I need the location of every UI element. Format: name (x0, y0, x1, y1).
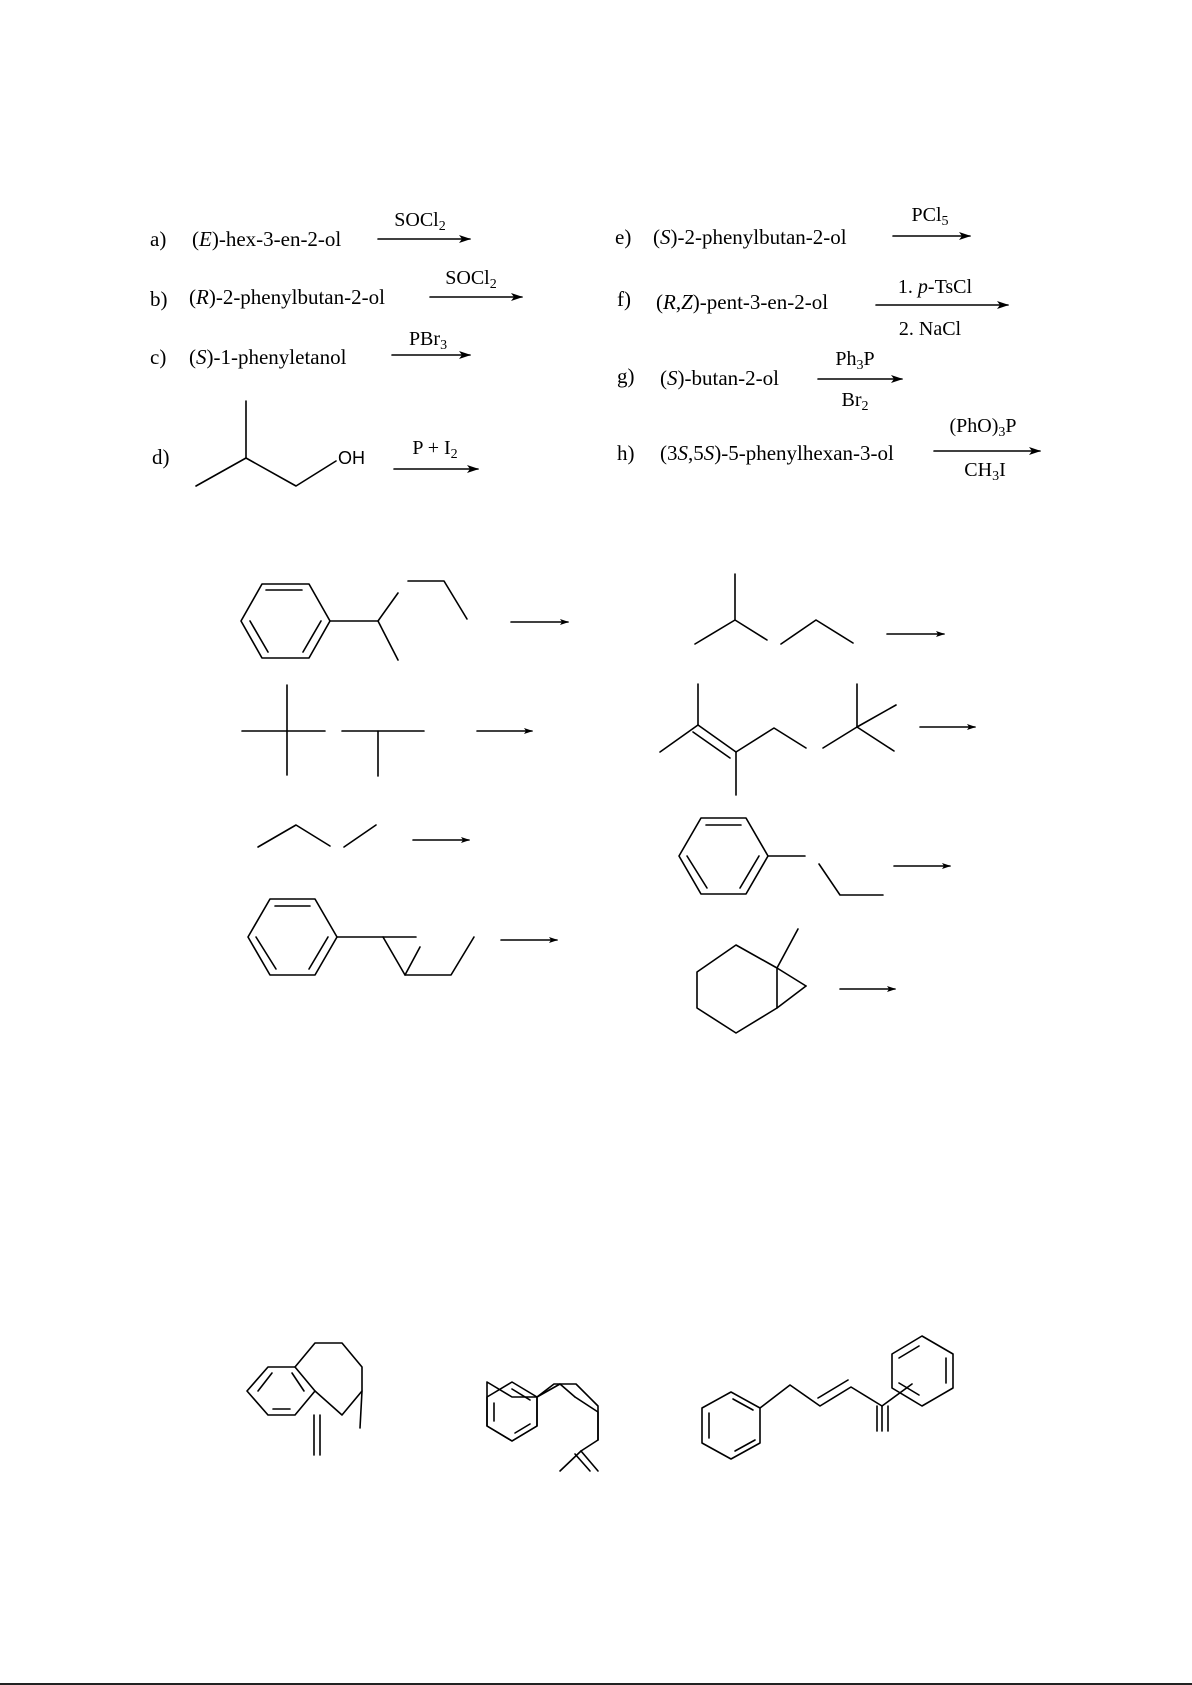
molecule-mid-2-right (660, 684, 975, 795)
molecule-mid-3-right (679, 818, 950, 895)
label-c: c) (150, 345, 167, 369)
hydroxyl-label-d: OH (338, 448, 365, 468)
molecule-d-isobutanol (196, 401, 336, 486)
reagent-b: SOCl$_2$ (445, 267, 497, 292)
reagent-a: SOCl$_2$ (394, 209, 446, 234)
reagent-h-above: $(PhO)_3P$ (949, 415, 1017, 440)
compound-name-f: (R,Z)-pent-3-en-2-ol (656, 290, 829, 314)
label-e: e) (615, 225, 632, 249)
label-a: a) (150, 227, 167, 251)
molecule-bottom-1 (247, 1343, 362, 1455)
reagent-e: PCl$_5$ (911, 204, 949, 229)
label-h: h) (617, 441, 635, 465)
label-d: d) (152, 445, 170, 469)
reagent-f-above: 1. p-TsCl (897, 276, 973, 298)
molecule-mid-4-left (248, 899, 557, 975)
compound-name-c: (S)-1-phenyletanol (189, 345, 347, 369)
compound-name-b: (R)-2-phenylbutan-2-ol (189, 285, 385, 309)
compound-name-a: (E)-hex-3-en-2-ol (192, 227, 342, 251)
molecule-mid-3-left (258, 825, 469, 847)
reagent-h-below: $CH_3I$ (964, 459, 1006, 484)
reagent-f-below: 2. NaCl (898, 318, 962, 340)
reagent-c: PBr$_3$ (408, 328, 448, 353)
molecule-mid-1-right (695, 574, 944, 644)
label-b: b) (150, 287, 168, 311)
label-g: g) (617, 364, 635, 388)
molecule-mid-4-right (697, 929, 895, 1033)
reagent-d: $P + I_2$ (412, 437, 458, 462)
molecule-mid-2-left (242, 685, 532, 776)
label-f: f) (617, 287, 631, 311)
molecule-bottom-2 (487, 1382, 598, 1471)
molecule-bottom-3 (702, 1336, 953, 1459)
molecule-mid-1-left (241, 581, 568, 660)
reagent-g-below: $Br_2$ (841, 389, 869, 414)
compound-name-g: (S)-butan-2-ol (660, 366, 779, 390)
compound-name-e: (S)-2-phenylbutan-2-ol (653, 225, 847, 249)
compound-name-h: (3S,5S)-5-phenylhexan-3-ol (660, 441, 894, 465)
reagent-g-above: $Ph_3P$ (835, 348, 875, 373)
